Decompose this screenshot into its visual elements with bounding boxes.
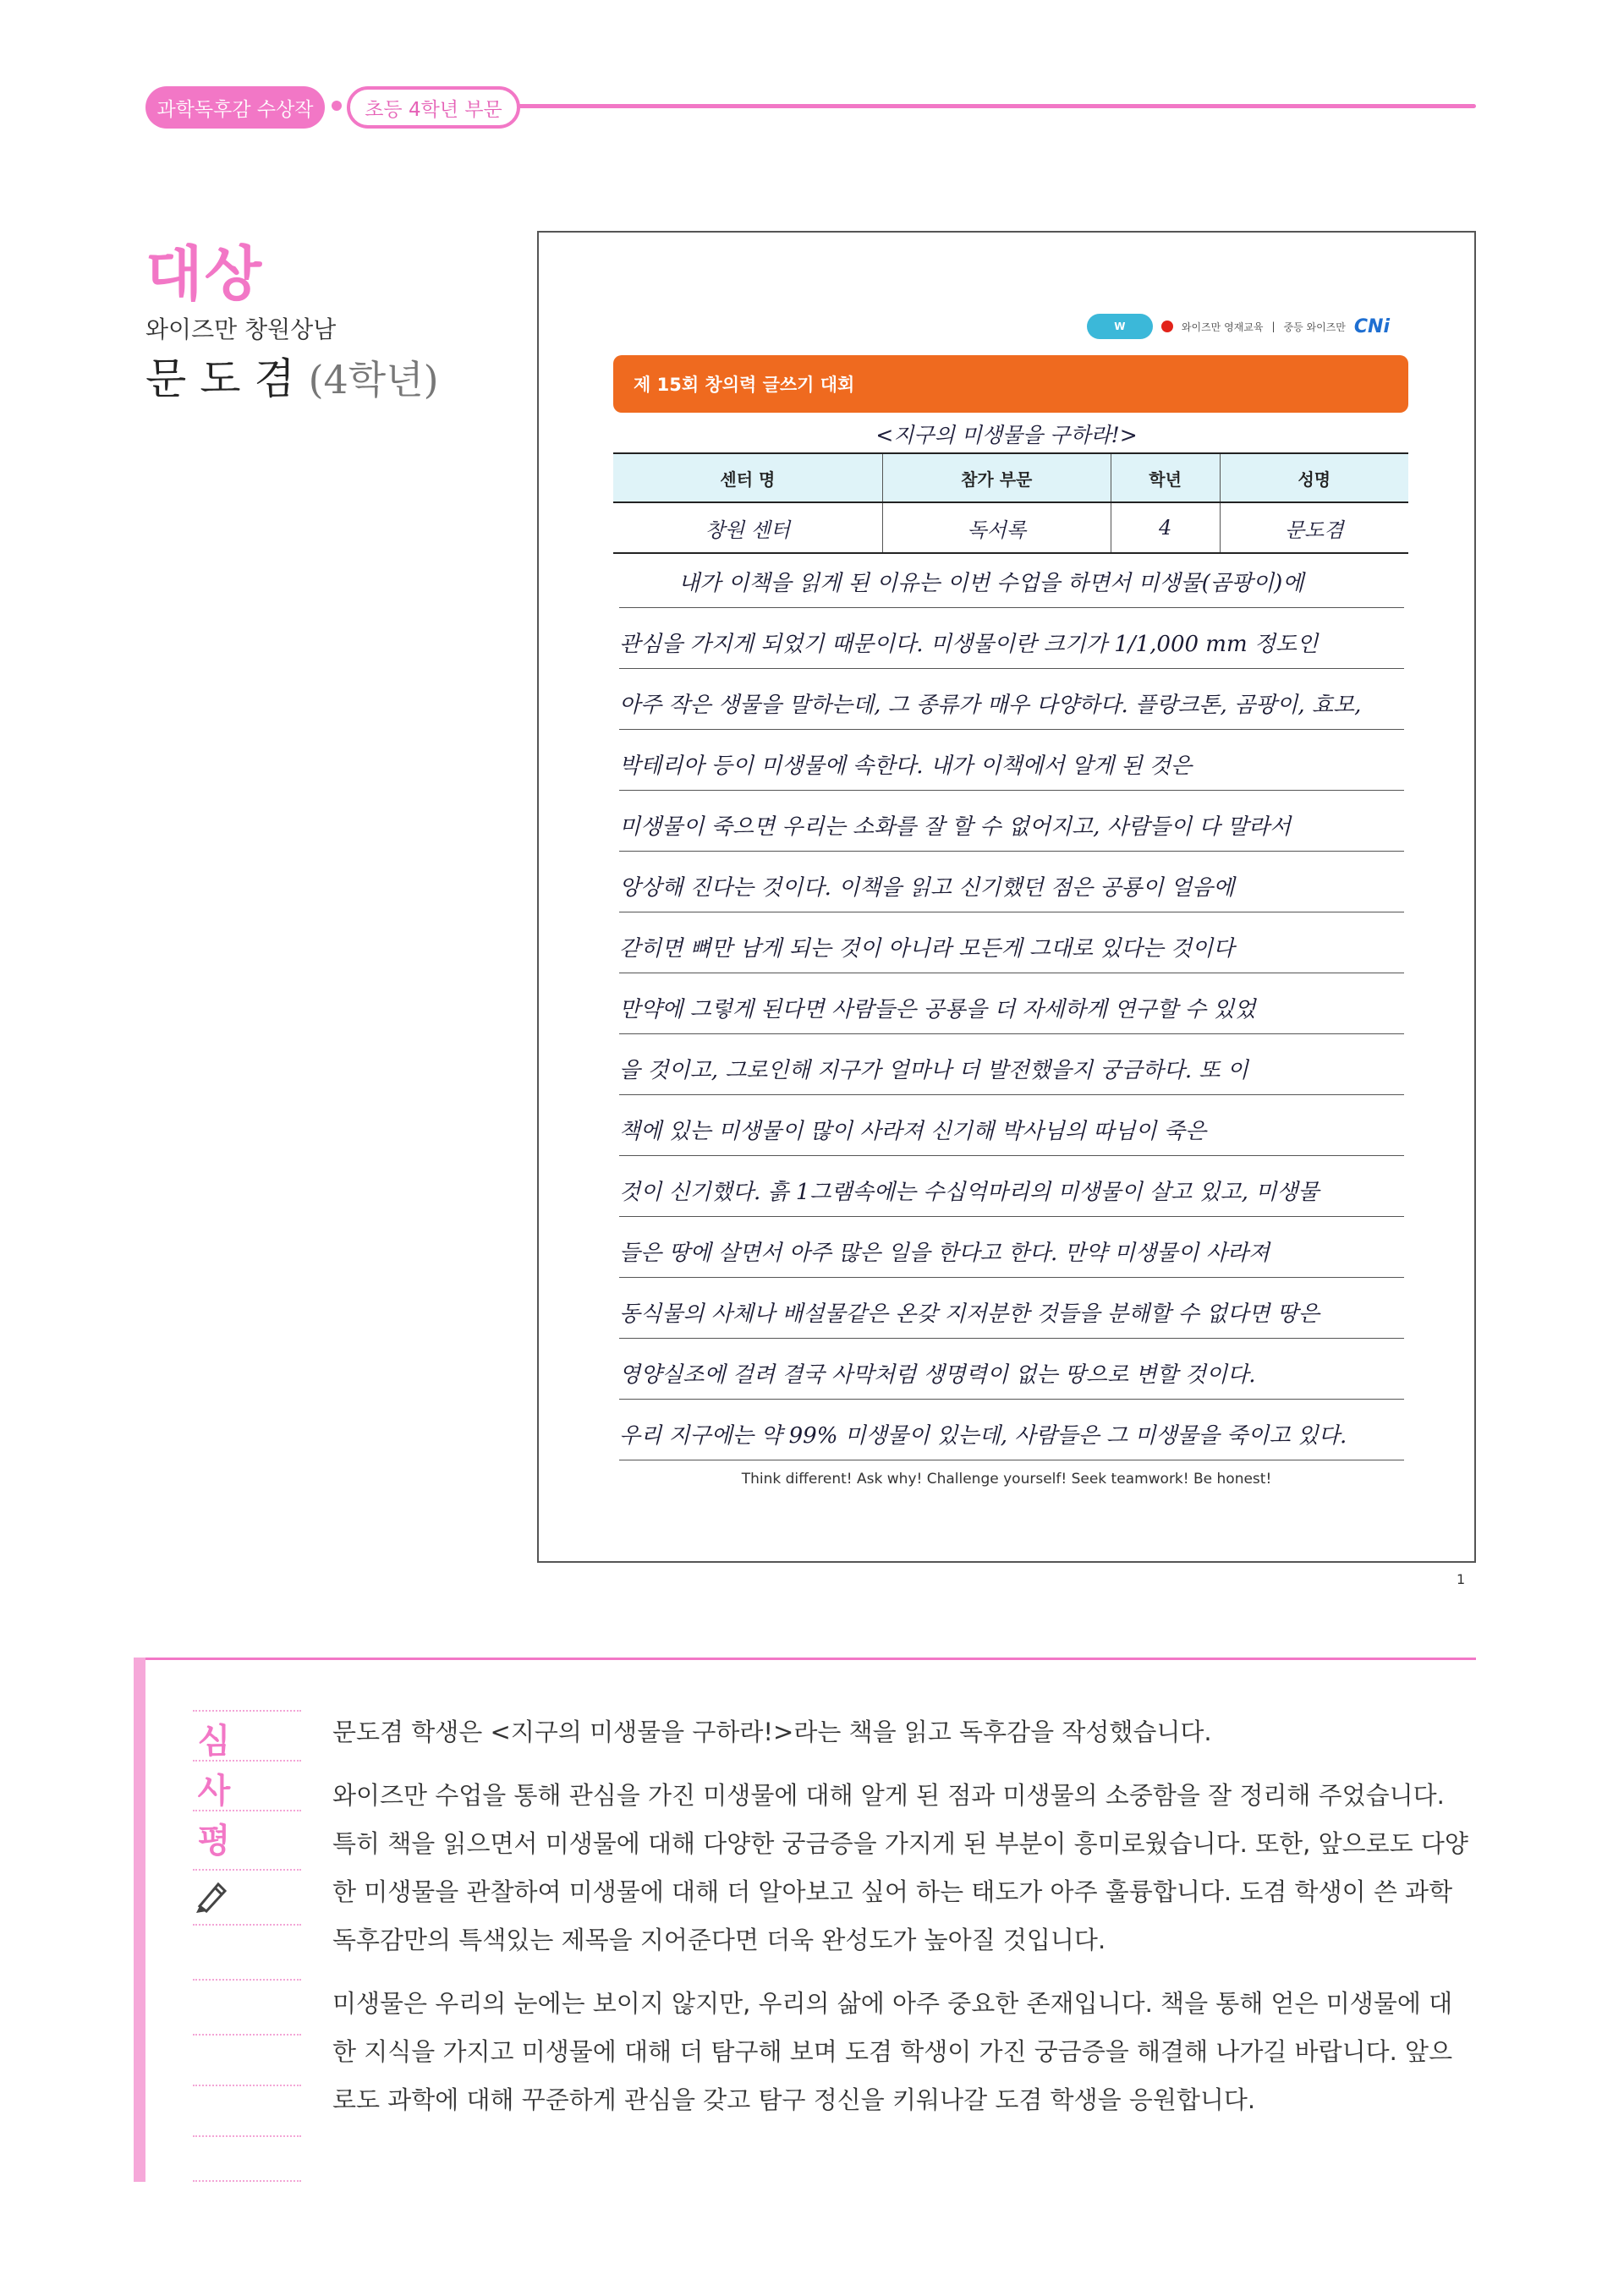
essay-line: 미생물이 죽으면 우리는 소화를 잘 할 수 없어지고, 사람들이 다 말라서 [619,791,1404,852]
student-affiliation: 와이즈만 창원상남 [145,315,337,343]
review-text [332,1708,1476,2140]
student-grade: (4학년) [308,357,439,403]
essay-line: 아주 작은 생물을 말하는데, 그 종류가 매우 다양하다. 플랑크톤, 곰팡이, 효모, [619,669,1404,730]
review-label-char: 사 [197,1772,231,1811]
essay-line: 우리 지구에는 약 99% 미생물이 있는데, 사람들은 그 미생물을 죽이고 있다. [619,1400,1404,1460]
header-division: 참가 부문 [882,453,1111,502]
review-label-char: 심 [197,1722,231,1761]
red-dot-icon [1161,321,1173,332]
entry-info-table [613,452,1408,554]
cni-logo: CNi [1353,315,1390,337]
dotted-rule [193,1924,301,1926]
logo-text-2: 중등 와이즈만 [1283,321,1346,333]
sponsor-logos [1087,314,1390,339]
badge-separator-dot [332,101,342,111]
dotted-rule [193,1979,301,1981]
header-center: 센터 명 [613,453,882,502]
essay-line: 내가 이책을 읽게 된 이유는 이번 수업을 하면서 미생물(곰팡이)에 [619,547,1404,608]
contest-banner: 제 15회 창의력 글쓰기 대회 [613,355,1408,413]
review-top-rule [145,1658,1476,1660]
sheet-motto: Think different! Ask why! Challenge yourself! Seek teamwork! Be honest! [741,1471,1272,1488]
essay-line: 앙상해 진다는 것이다. 이책을 읽고 신기했던 점은 공룡이 얼음에 [619,852,1404,912]
review-paragraph: 미생물은 우리의 눈에는 보이지 않지만, 우리의 삶에 아주 중요한 존재입니다. 책을 통해 얻은 미생물에 대한 지식을 가지고 미생물에 대해 더 탐구해 보며 도겸 학생이 가진 궁금증을 해결해 나가길 바랍니다. 앞으로도 과학에 대해 꾸준하게 관심을 갖고 탐구 정신을 키워나갈 도겸 학생을 응원합니다. [332,1989,1453,2114]
review-label-char: 평 [197,1822,231,1860]
division-badge: 초등 4학년 부문 [347,86,520,129]
essay-line: 책에 있는 미생물이 많이 사라져 신기해 박사님의 따님이 죽은 [619,1095,1404,1156]
essay-line: 관심을 가지게 되었기 때문이다. 미생물이란 크기가 1/1,000 mm 정도인 [619,608,1404,669]
cell-division: 독서록 [882,502,1111,553]
cell-grade: 4 [1111,502,1220,553]
review-paragraph: 문도겸 학생은 <지구의 미생물을 구하라!>라는 책을 읽고 독후감을 작성했습니다. [332,1718,1212,1746]
table-header-row [613,453,1408,502]
book-title: <지구의 미생물을 구하라!> [875,423,1138,447]
award-title: 대상 [145,239,264,309]
dotted-rule [193,2180,301,2182]
wiseman-logo-icon: W [1087,314,1153,339]
essay-line: 동식물의 사체나 배설물같은 온갖 지저분한 것들을 분해할 수 없다면 땅은 [619,1278,1404,1339]
review-label [193,1717,235,1866]
essay-line: 들은 땅에 살면서 아주 많은 일을 한다고 한다. 만약 미생물이 사라져 [619,1217,1404,1278]
logo-text-1: 와이즈만 영재교육 [1181,321,1264,333]
dotted-rule [193,1710,301,1712]
header-rule [508,104,1476,108]
essay-sheet [537,231,1476,1563]
header-grade: 학년 [1111,453,1220,502]
review-paragraph: 와이즈만 수업을 통해 관심을 가진 미생물에 대해 알게 된 점과 미생물의 소중함을 잘 정리해 주었습니다. 특히 책을 읽으면서 미생물에 대해 다양한 궁금증을 가지게 된 부분이 흥미로웠습니다. 또한, 앞으로도 다양한 미생물을 관찰하여 미생물에 대해 더 알아보고 싶어 하는 태도가 아주 훌륭합니다. 도겸 학생이 쓴 과학독후감만의 특색있는 제목을 지어준다면 더욱 완성도가 높아질 것입니다. [332,1781,1468,1954]
dotted-rule [193,2135,301,2137]
student-name: 문 도 겸 [145,354,295,403]
dotted-rule [193,1869,301,1871]
essay-line: 박테리아 등이 미생물에 속한다. 내가 이책에서 알게 된 것은 [619,730,1404,791]
logo-divider: | [1271,321,1276,332]
student-name-line [145,345,439,406]
header-name: 성명 [1220,453,1408,502]
essay-line: 갇히면 뼈만 남게 되는 것이 아니라 모든게 그대로 있다는 것이다 [619,912,1404,973]
table-row [613,502,1408,553]
essay-line: 영양실조에 걸려 결국 사막처럼 생명력이 없는 땅으로 변할 것이다. [619,1339,1404,1400]
dotted-rule [193,2034,301,2036]
cell-name: 문도겸 [1220,502,1408,553]
essay-body [619,547,1404,1460]
essay-line: 것이 신기했다. 흙 1그램속에는 수십억마리의 미생물이 살고 있고, 미생물 [619,1156,1404,1217]
pencil-icon [193,1879,230,1913]
category-badge: 과학독후감 수상작 [145,86,325,129]
essay-line: 을 것이고, 그로인해 지구가 얼마나 더 발전했을지 궁금하다. 또 이 [619,1034,1404,1095]
review-side-bar [134,1658,145,2182]
cell-center: 창원 센터 [613,502,882,553]
page-number: 1 [1457,1571,1466,1587]
essay-line: 만약에 그렇게 된다면 사람들은 공룡을 더 자세하게 연구할 수 있었 [619,973,1404,1034]
dotted-rule [193,2085,301,2086]
